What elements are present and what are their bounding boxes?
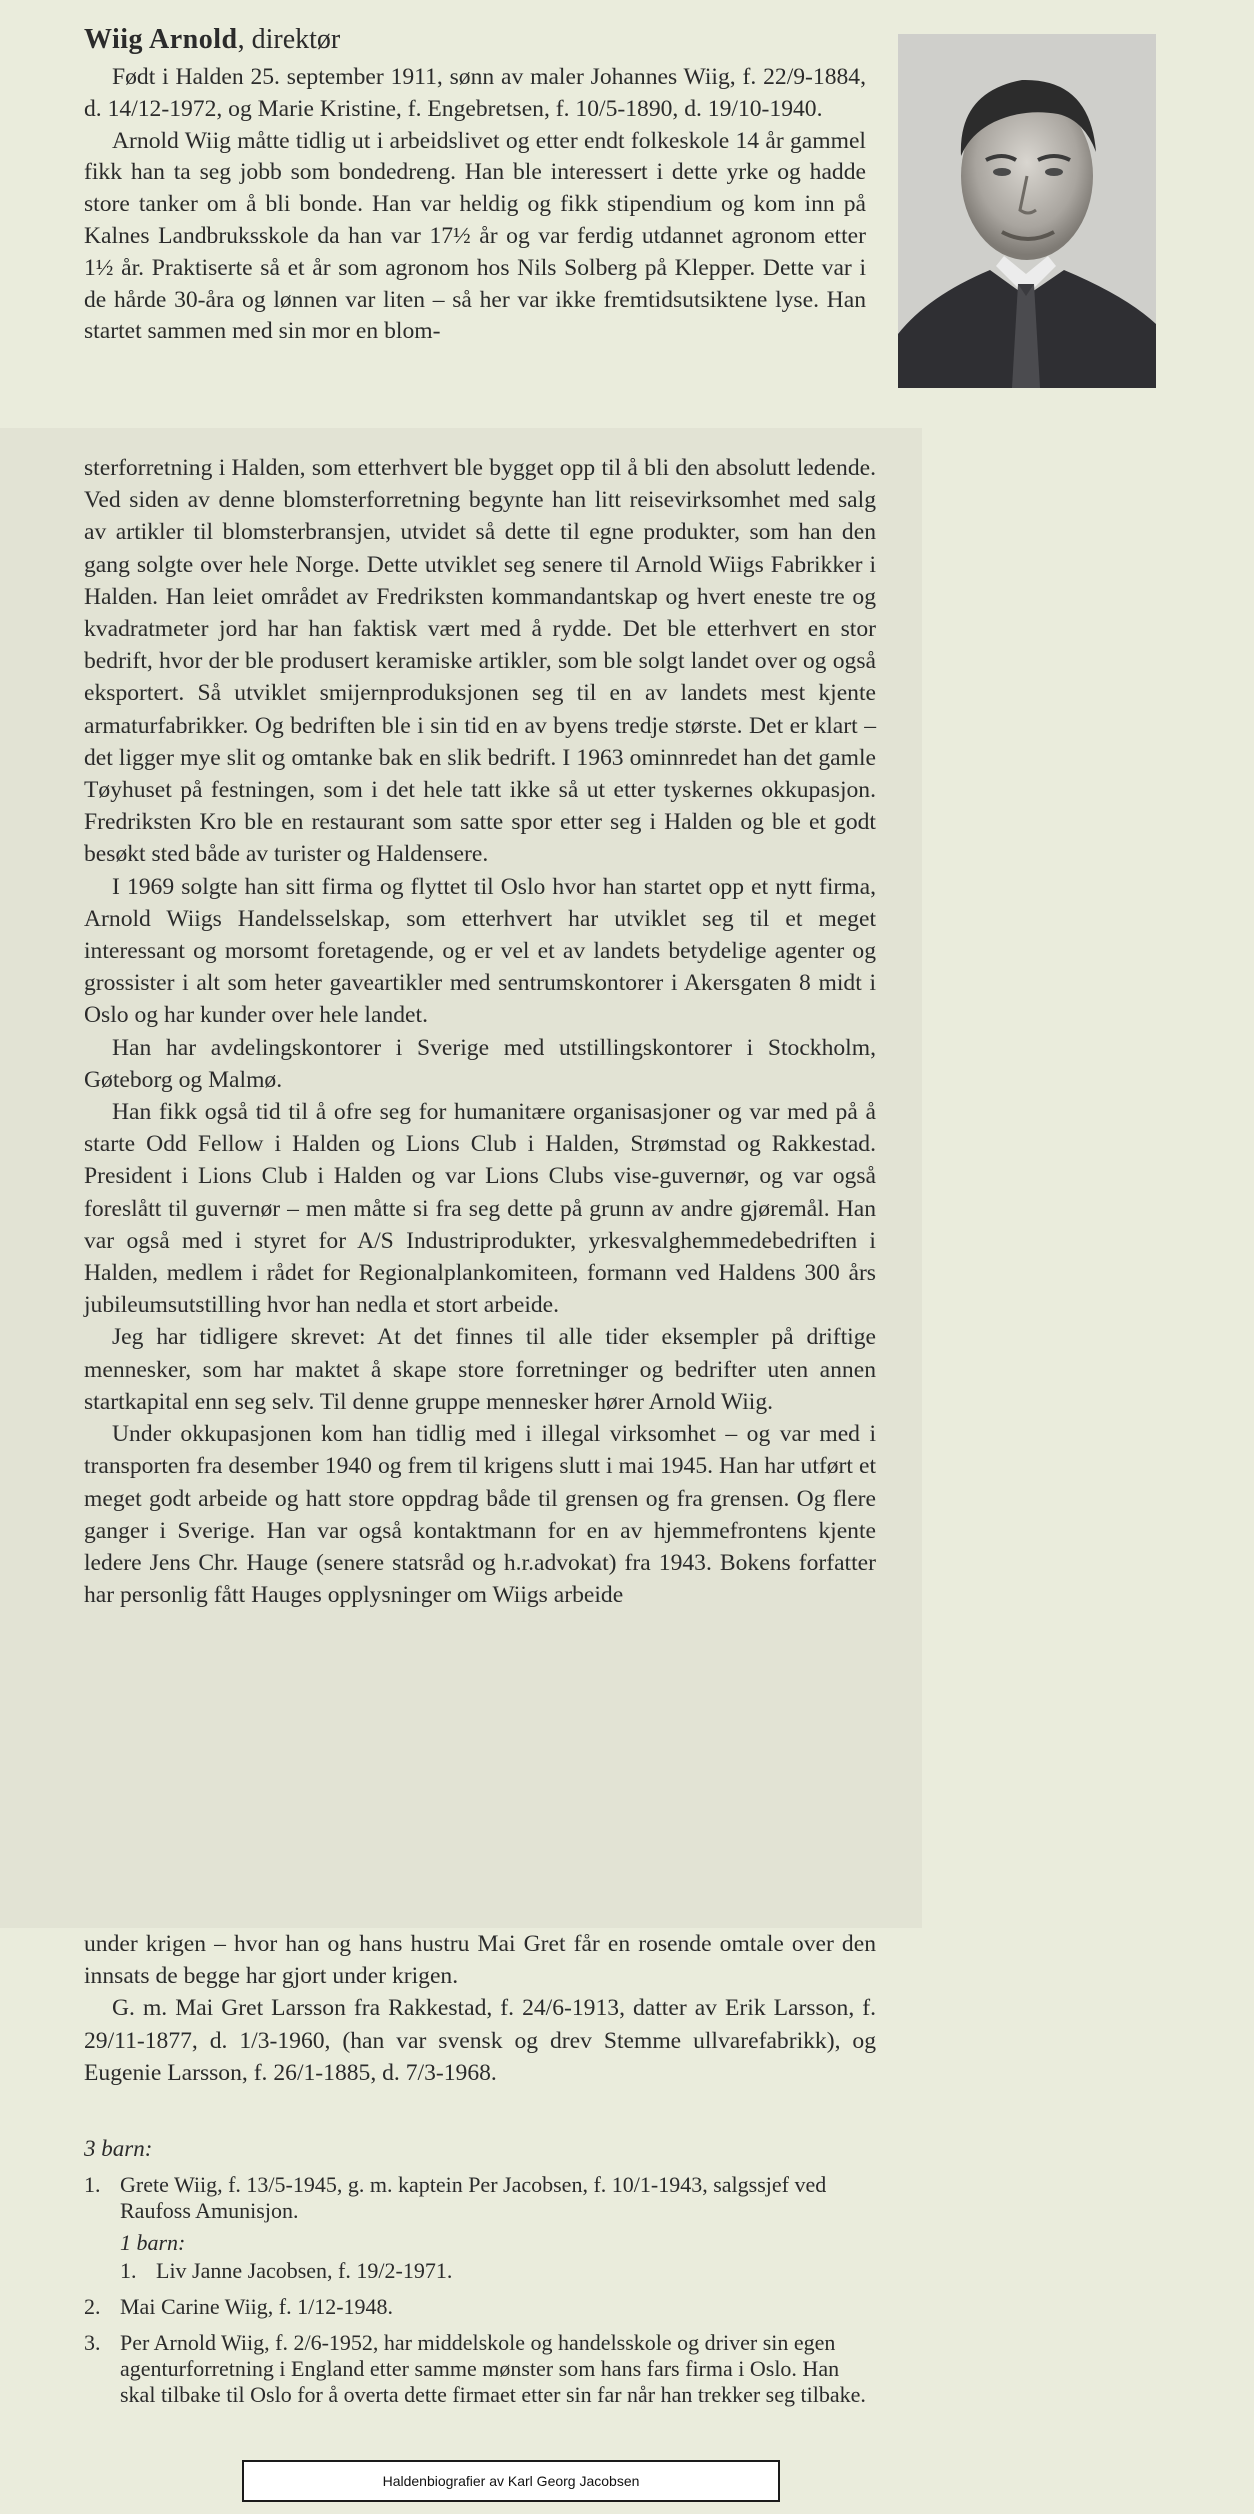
paragraph: under krigen – hvor han og hans hustru Mai Gret får en rosende omtale over den innsats de begge har gjort under krigen.: [84, 1931, 876, 1990]
list-item: [84, 2330, 876, 2408]
list-number: 1.: [84, 2172, 101, 2197]
list-item-text: Mai Carine Wiig, f. 1/12-1948.: [120, 2294, 394, 2319]
paragraph: Han fikk også tid til å ofre seg for humanitære organisasjoner og var med på å starte Odd Fellow i Halden og Lions Club i Halden, Strømstad og Rakkestad. President i Lions Club i Halden og var Lions Clubs vise-guvernør, og var også foreslått til guvernør – men måtte si fra seg dette på grunn av andre gjøremål. Han var også med i styret for A/S Industriprodukter, yrkesvalghemmedebedriften i Halden, medlem i rådet for Regionalplankomiteen, formann ved Haldens 300 års jubileumsutstilling hvor han nedla et stort arbeide.: [84, 1099, 876, 1319]
portrait-photo: [898, 34, 1156, 388]
list-item: [120, 2258, 876, 2284]
biography-main: [84, 452, 876, 1611]
list-item-text: Per Arnold Wiig, f. 2/6-1952, har middelskole og handelsskole og driver sin egen agenturforretning i England etter samme mønster som hans fars firma i Oslo. Han skal tilbake til Oslo for å overta dette firmaet etter sin far når han trekker seg tilbake.: [120, 2330, 866, 2407]
paragraph: G. m. Mai Gret Larsson fra Rakkestad, f. 24/6-1913, datter av Erik Larsson, f. 29/11-1877, d. 1/3-1960, (han var svensk og drev Stemme ullvarefabrikk), og Eugenie Larsson, f. 26/1-1885, d. 7/3-1968.: [84, 1995, 876, 2086]
portrait-illustration: [898, 34, 1156, 388]
person-title: , direktør: [237, 24, 341, 55]
list-number: 2.: [84, 2294, 101, 2319]
paragraph: Under okkupasjonen kom han tidlig med i illegal virksomhet – og var med i transporten fra desember 1940 og frem til krigens slutt i mai 1945. Han har utført et meget godt arbeide og hatt store oppdrag både til grensen og fra grensen. Og flere ganger i Sverige. Han var også kontaktmann for en av hjemmefrontens kjente ledere Jens Chr. Hauge (senere statsråd og h.r.advokat) fra 1943. Bokens forfatter har personlig fått Hauges opplysninger om Wiigs arbeide: [84, 1421, 876, 1609]
list-number: 1.: [120, 2258, 137, 2283]
paragraph: Arnold Wiig måtte tidlig ut i arbeidslivet og etter endt folkeskole 14 år gammel fikk han ta seg jobb som bondedreng. Han ble interessert i dette yrke og hadde store tanker om å bli bonde. Han var heldig og fikk stipendium og kom inn på Kalnes Landbruksskole da han var 17½ år og var ferdig utdannet agronom etter 1½ år. Praktiserte så et år som agronom hos Nils Solberg på Klepper. Dette var i de hårde 30-åra og lønnen var liten – så her var ikke fremtidsutsiktene lyse. Han startet sammen med sin mor en blom-: [84, 127, 866, 345]
list-number: 3.: [84, 2330, 101, 2355]
list-item-text: Grete Wiig, f. 13/5-1945, g. m. kaptein Per Jacobsen, f. 10/1-1943, salgssjef ved Raufoss Amunisjon.: [120, 2172, 827, 2223]
paragraph: Født i Halden 25. september 1911, sønn av maler Johannes Wiig, f. 22/9-1884, d. 14/12-1972, og Marie Kristine, f. Engebretsen, f. 10/5-1890, d. 19/10-1940.: [84, 64, 866, 122]
biography-intro: [84, 22, 866, 348]
paragraph: sterforretning i Halden, som etterhvert ble bygget opp til å bli den absolutt ledende. Ved siden av denne blomsterforretning begynte han litt reisevirksomhet med salg av artikler til blomsterbransjen, utvidet så dette til egne produkter, som han den gang solgte over hele Norge. Dette utviklet seg senere til Arnold Wiigs Fabrikker i Halden. Han leiet området av Fredriksten kommandantskap og hvert eneste tre og kvadratmeter jord har han faktisk vært med å rydde. Det ble etterhvert en stor bedrift, hvor der ble produsert keramiske artikler, som ble solgt landet over og også eksportert. Så utviklet smijernproduksjonen seg til en av landets mest kjente armaturfabrikker. Og bedriften ble i sin tid en av byens tredje største. Det er klart – det ligger mye slit og omtanke bak en slik bedrift. I 1963 ominnredet han det gamle Tøyhuset på festningen, som i det hele tatt ikke så ut etter tyskernes okkupasjon. Fredriksten Kro ble en restaurant som satte spor etter seg i Halden og ble et godt besøkt sted både av turister og Haldensere.: [84, 455, 876, 868]
list-item: [84, 2172, 876, 2284]
paragraph: I 1969 solgte han sitt firma og flyttet til Oslo hvor han startet opp et nytt firma, Arnold Wiigs Handelsselskap, som etterhvert har utviklet seg til et meget interessant og morsomt foretagende, og er vel et av landets betydelige agenter og grossister i alt som heter gaveartikler med sentrumskontorer i Akersgaten 8 midt i Oslo og har kunder over hele landet.: [84, 873, 876, 1029]
footer-caption: Haldenbiografier av Karl Georg Jacobsen: [242, 2460, 780, 2502]
grandchildren-label: 1 barn:: [120, 2230, 186, 2255]
entry-heading: [84, 22, 866, 58]
children-list: [84, 2136, 876, 2418]
list-item-text: Liv Janne Jacobsen, f. 19/2-1971.: [156, 2258, 453, 2283]
paragraph: Jeg har tidligere skrevet: At det finnes til alle tider eksempler på driftige mennesker, som har maktet å skape store forretninger og bedrifter uten annen startkapital enn seg selv. Til denne gruppe mennesker hører Arnold Wiig.: [84, 1324, 876, 1415]
person-name: Wiig Arnold: [84, 24, 238, 55]
children-label: 3 barn:: [84, 2136, 153, 2161]
biography-family: [84, 1928, 876, 2089]
paragraph: Han har avdelingskontorer i Sverige med utstillingskontorer i Stockholm, Gøteborg og Malmø.: [84, 1034, 876, 1093]
list-item: [84, 2294, 876, 2320]
grandchildren-list: [120, 2230, 876, 2284]
